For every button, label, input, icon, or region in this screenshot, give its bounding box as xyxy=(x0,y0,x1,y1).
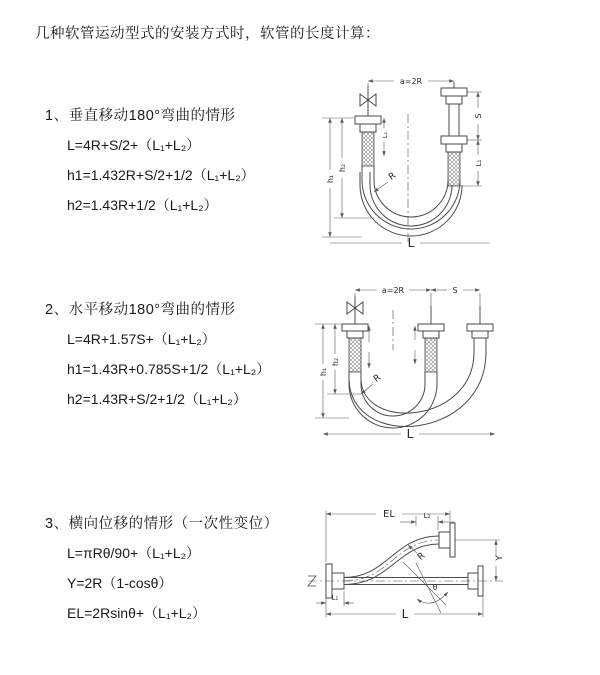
section-2-heading: 2、水平移动180°弯曲的情形 xyxy=(45,302,236,318)
dim-label-h2: h₂ xyxy=(331,357,340,367)
diagram-horizontal-180 xyxy=(303,276,595,461)
flange xyxy=(418,324,444,331)
hose-bend-shifted xyxy=(370,172,452,226)
dim-label-y: Y xyxy=(495,555,505,561)
dim-label-h1: h₁ xyxy=(326,174,335,184)
section-vertical-180 xyxy=(45,106,315,220)
braided-section xyxy=(362,132,374,166)
dim-label-radius: R xyxy=(387,170,399,183)
dimension-labels xyxy=(332,509,505,621)
flange xyxy=(441,136,467,144)
dim-label-s: S xyxy=(474,113,483,119)
dim-label-span: a=2R xyxy=(399,77,423,86)
hose-assembly xyxy=(308,523,503,598)
braided-section xyxy=(425,338,437,372)
hose-bend xyxy=(361,372,425,416)
dimension-lines xyxy=(316,511,500,617)
section-horizontal-180 xyxy=(45,300,315,414)
section-2-formulas xyxy=(45,324,315,414)
braided-section xyxy=(448,152,460,186)
section-3-formulas xyxy=(45,538,315,628)
braided-section xyxy=(349,338,361,372)
flange-neck xyxy=(472,331,488,338)
construction-line xyxy=(403,562,446,605)
dim-label-radius: R xyxy=(416,550,428,563)
dim-label-h1: h₁ xyxy=(319,367,328,377)
dim-label-l1: L₁ xyxy=(331,594,339,602)
flange-neck xyxy=(446,96,462,104)
hose-assembly xyxy=(342,296,493,428)
flange xyxy=(441,88,467,96)
dim-label-el: EL xyxy=(383,509,395,520)
dim-label-length: L xyxy=(401,607,409,621)
flange-neck xyxy=(423,331,439,338)
angle-arc xyxy=(417,592,448,603)
hose-bend xyxy=(362,166,460,229)
flange xyxy=(355,116,381,124)
flange-neck xyxy=(360,124,376,132)
dimension-lines xyxy=(315,290,495,434)
flange xyxy=(450,523,455,557)
page-title: 几种软管运动型式的安装方式时，软管的长度计算： xyxy=(35,26,380,42)
formula-line: h1=1.43R+0.785S+1/2（L₁+L₂） xyxy=(67,361,271,377)
formula-line: h2=1.43R+S/2+1/2（L₁+L₂） xyxy=(67,391,247,407)
flange xyxy=(467,324,493,331)
formula-line: h1=1.432R+S/2+1/2（L₁+L₂） xyxy=(67,167,255,183)
formula-line: L=πRθ/90+（L₁+L₂） xyxy=(67,545,201,561)
formula-line: L=4R+S/2+（L₁+L₂） xyxy=(67,137,201,153)
formula-line: Y=2R（1-cosθ） xyxy=(67,575,173,591)
dim-label-h2: h₂ xyxy=(338,163,347,173)
hose-bend xyxy=(349,372,437,428)
dim-label-length: L xyxy=(407,236,415,250)
formula-line: L=4R+1.57S+（L₁+L₂） xyxy=(67,331,216,347)
hose-bend-shifted xyxy=(349,352,486,426)
formula-line: h2=1.43R+1/2（L₁+L₂） xyxy=(67,197,218,213)
dim-label-l1: L₁ xyxy=(381,131,389,139)
formula-line: EL=2Rsinθ+（L₁+L₂） xyxy=(67,605,206,621)
dim-label-length: L xyxy=(406,427,414,441)
dimension-lines xyxy=(322,81,490,243)
dim-label-l1: L₁ xyxy=(475,159,483,167)
dim-label-s: S xyxy=(452,286,458,295)
dim-label-radius: R xyxy=(372,372,384,385)
dim-label-span: a=2R xyxy=(381,286,405,295)
hose-assembly xyxy=(355,82,467,244)
section-lateral-displacement xyxy=(45,514,315,628)
section-1-heading: 1、垂直移动180°弯曲的情形 xyxy=(45,108,236,124)
diagram-vertical-180 xyxy=(308,66,588,261)
dim-label-l2: L₂ xyxy=(423,512,431,520)
section-3-heading: 3、横向位移的情形（一次性变位） xyxy=(45,516,279,532)
flange xyxy=(342,324,368,331)
flange-neck xyxy=(347,331,363,338)
section-1-formulas xyxy=(45,130,315,220)
flange-neck xyxy=(446,144,462,152)
diagram-lateral-displacement xyxy=(296,496,596,671)
hose-s-curve xyxy=(344,544,439,585)
hose-bend xyxy=(374,166,448,217)
flange-hub xyxy=(439,532,450,548)
dim-label-theta: θ xyxy=(432,583,438,592)
